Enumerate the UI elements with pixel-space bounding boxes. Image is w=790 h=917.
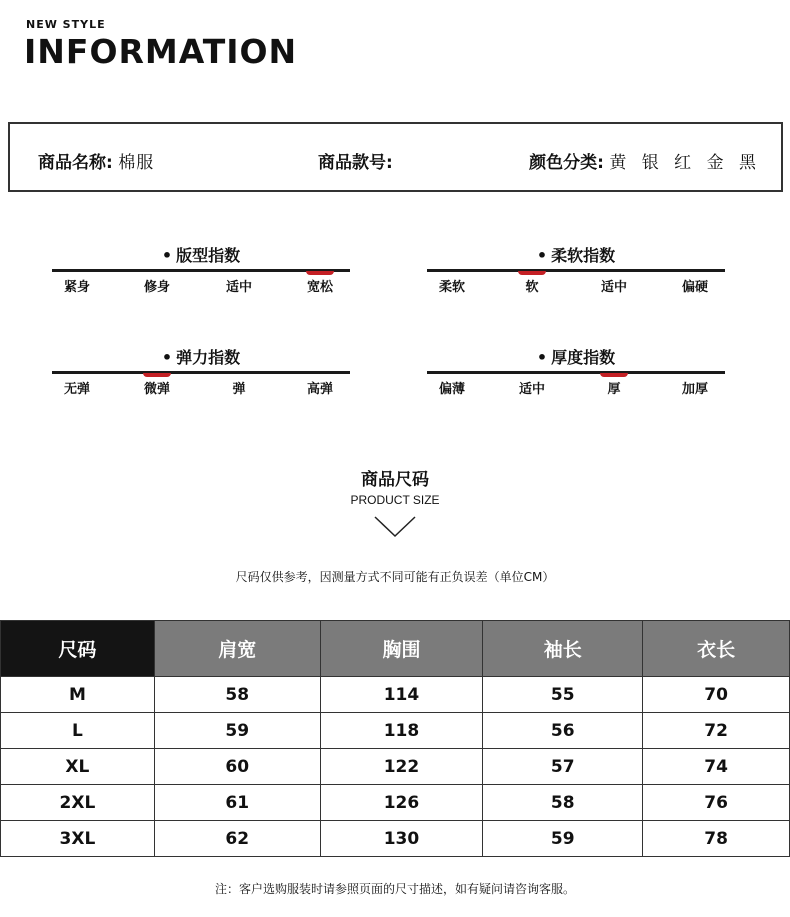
header-sleeve: 袖长 (483, 621, 643, 677)
table-cell: 59 (483, 821, 643, 857)
stretch-index-line (52, 371, 350, 374)
table-cell: 126 (320, 785, 483, 821)
table-cell: 58 (483, 785, 643, 821)
table-cell: 130 (320, 821, 483, 857)
thickness-label-2: 厚 (607, 382, 621, 397)
chevron-down-icon (374, 516, 416, 538)
softness-index-marker (518, 271, 546, 275)
table-cell: 61 (154, 785, 320, 821)
table-cell: 59 (154, 713, 320, 749)
softness-label-3: 偏硬 (681, 280, 708, 295)
softness-index-title: • 柔软指数 (536, 246, 616, 265)
header-length: 衣长 (643, 621, 790, 677)
stretch-index-title: • 弹力指数 (161, 348, 241, 367)
product-info-box (8, 122, 783, 192)
table-cell: 122 (320, 749, 483, 785)
table-cell: 57 (483, 749, 643, 785)
header-size: 尺码 (1, 621, 155, 677)
table-cell: 70 (643, 677, 790, 713)
table-cell: 2XL (1, 785, 155, 821)
table-row (1, 713, 790, 749)
size-title-cn: 商品尺码 (361, 470, 429, 490)
header-shoulder: 肩宽 (154, 621, 320, 677)
new-style-label: NEW STYLE (26, 18, 106, 31)
table-cell: XL (1, 749, 155, 785)
stretch-label-0: 无弹 (63, 382, 90, 397)
information-title: INFORMATION (24, 32, 298, 71)
stretch-label-3: 高弹 (306, 382, 333, 397)
thickness-label-1: 适中 (518, 382, 545, 397)
fit-label-2: 适中 (225, 280, 252, 295)
stretch-label-2: 弹 (232, 382, 246, 397)
fit-index-title: • 版型指数 (161, 246, 241, 265)
table-cell: 62 (154, 821, 320, 857)
table-header-row (1, 621, 790, 677)
stretch-label-1: 微弹 (143, 382, 170, 397)
thickness-index-marker (600, 373, 628, 377)
size-table (0, 620, 790, 857)
softness-index-line (427, 269, 725, 272)
table-row (1, 821, 790, 857)
table-cell: 55 (483, 677, 643, 713)
product-name (38, 148, 154, 173)
table-cell: 58 (154, 677, 320, 713)
table-cell: 56 (483, 713, 643, 749)
thickness-index-line (427, 371, 725, 374)
fit-label-3: 宽松 (306, 280, 333, 295)
stretch-index-marker (143, 373, 171, 377)
table-cell: 72 (643, 713, 790, 749)
size-section-heading (0, 465, 790, 507)
size-note: 尺码仅供参考，因测量方式不同可能有正负误差（单位CM） (235, 570, 555, 584)
size-title-en: PRODUCT SIZE (350, 493, 440, 507)
table-cell: 3XL (1, 821, 155, 857)
thickness-label-0: 偏薄 (438, 382, 465, 397)
fit-label-0: 紧身 (63, 280, 90, 295)
product-colors (529, 148, 761, 173)
product-name-label: 商品名称: (38, 153, 113, 173)
table-cell: 76 (643, 785, 790, 821)
table-cell: 114 (320, 677, 483, 713)
thickness-label-3: 加厚 (681, 382, 708, 397)
table-cell: 60 (154, 749, 320, 785)
softness-label-1: 软 (525, 280, 539, 295)
thickness-index-title: • 厚度指数 (536, 348, 616, 367)
table-cell: 118 (320, 713, 483, 749)
product-code-label: 商品款号: (318, 153, 393, 173)
product-colors-label: 颜色分类: (529, 153, 604, 173)
product-code (318, 148, 393, 173)
table-cell: M (1, 677, 155, 713)
table-cell: L (1, 713, 155, 749)
table-cell: 74 (643, 749, 790, 785)
product-colors-value: 黄 银 红 金 黑 (609, 153, 761, 173)
softness-label-0: 柔软 (438, 280, 465, 295)
softness-label-2: 适中 (600, 280, 627, 295)
header-chest: 胸围 (320, 621, 483, 677)
fit-label-1: 修身 (143, 280, 170, 295)
product-name-value: 棉服 (118, 153, 155, 173)
footer-note: 注：客户选购服装时请参照页面的尺寸描述，如有疑问请咨询客服。 (214, 882, 575, 896)
fit-index-marker (306, 271, 334, 275)
table-row (1, 749, 790, 785)
table-row (1, 677, 790, 713)
table-cell: 78 (643, 821, 790, 857)
table-row (1, 785, 790, 821)
